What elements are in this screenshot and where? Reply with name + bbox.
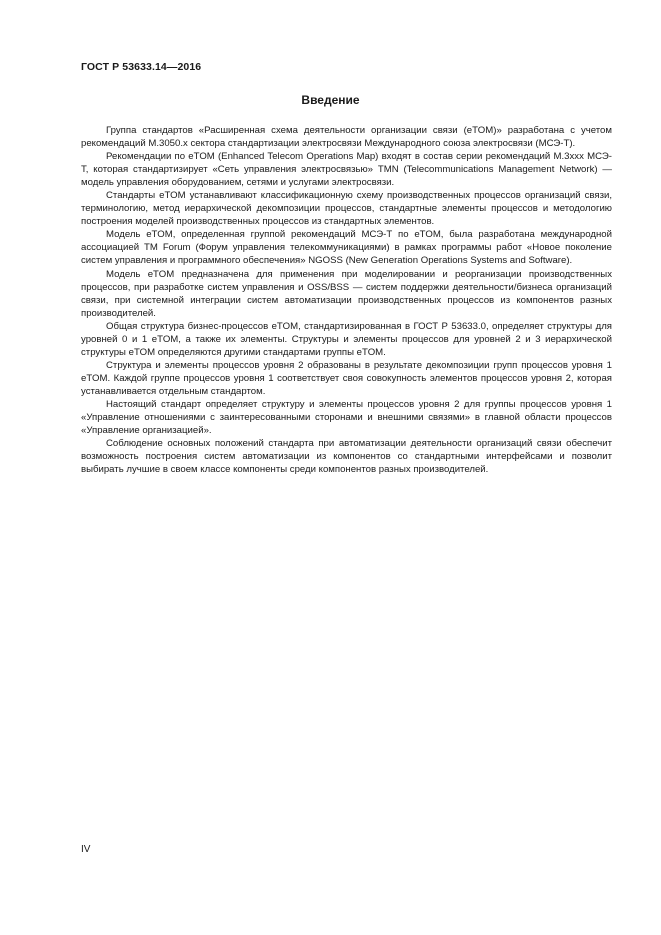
paragraph: Рекомендации по eTOM (Enhanced Telecom Operations Map) входят в состав серии рекомендаций М.3xxx МСЭ-Т, которая стандартизирует «Сеть управления электросвязью» TMN (Telecommunications Management Network) — модель управления оборудованием, сетями и услугами электросвязи. bbox=[81, 151, 612, 189]
paragraph: Стандарты eTOM устанавливают классификационную схему производственных процессов организаций связи, терминологию, метод иерархической декомпозиции процессов, стандартные элементы процессов и методологию построения моделей производственных процессов из стандартных элементов. bbox=[81, 190, 612, 228]
paragraph: Соблюдение основных положений стандарта при автоматизации деятельности организаций связи обеспечит возможность построения систем автоматизации из компонентов со стандартными интерфейсами и позволит выбирать лучшие в своем классе компоненты среди компонентов разных производителей. bbox=[81, 438, 612, 476]
page-number: IV bbox=[81, 844, 91, 855]
paragraph: Структура и элементы процессов уровня 2 образованы в результате декомпозиции групп процессов уровня 1 eTOM. Каждой группе процессов уровня 1 соответствует своя совокупность элементов процессов уровня 2, которая устанавливается отдельным стандартом. bbox=[81, 359, 612, 397]
paragraph: Группа стандартов «Расширенная схема деятельности организации связи (eTOM)» разработана с учетом рекомендаций М.3050.x сектора стандартизации электросвязи Международного союза электросвязи (МСЭ-Т). bbox=[81, 125, 612, 150]
body-text bbox=[81, 124, 612, 476]
paragraph: Общая структура бизнес-процессов eTOM, стандартизированная в ГОСТ Р 53633.0, определяет структуры для уровней 0 и 1 eTOM, а также их элементы. Структуры и элементы процессов для уровней 2 и 3 иерархической структуры eTOM определяются другими стандартами группы eTOM. bbox=[81, 320, 612, 358]
paragraph: Настоящий стандарт определяет структуру и элементы процессов уровня 2 для группы процессов уровня 1 «Управление отношениями с заинтересованными сторонами и внешними связями» в главной области процессов «Управление организацией». bbox=[81, 398, 612, 437]
paragraph: Модель eTOM предназначена для применения при моделировании и реорганизации производственных процессов, при разработке систем управления и OSS/BSS — систем поддержки деятельности/бизнеса организаций связи, при системной интеграции систем автоматизации производственных процессов из компонентов разных производителей. bbox=[81, 268, 612, 319]
section-title: Введение bbox=[301, 93, 360, 107]
paragraph: Модель eTOM, определенная группой рекомендаций МСЭ-Т по eTOM, была разработана международной ассоциацией TM Forum (Форум управления телекоммуникациями) в рамках программы работ «Новое поколение систем управления и программного обеспечения» NGOSS (New Generation Operations Systems and Software). bbox=[81, 229, 612, 267]
document-header-standard-code: ГОСТ Р 53633.14—2016 bbox=[81, 61, 202, 73]
